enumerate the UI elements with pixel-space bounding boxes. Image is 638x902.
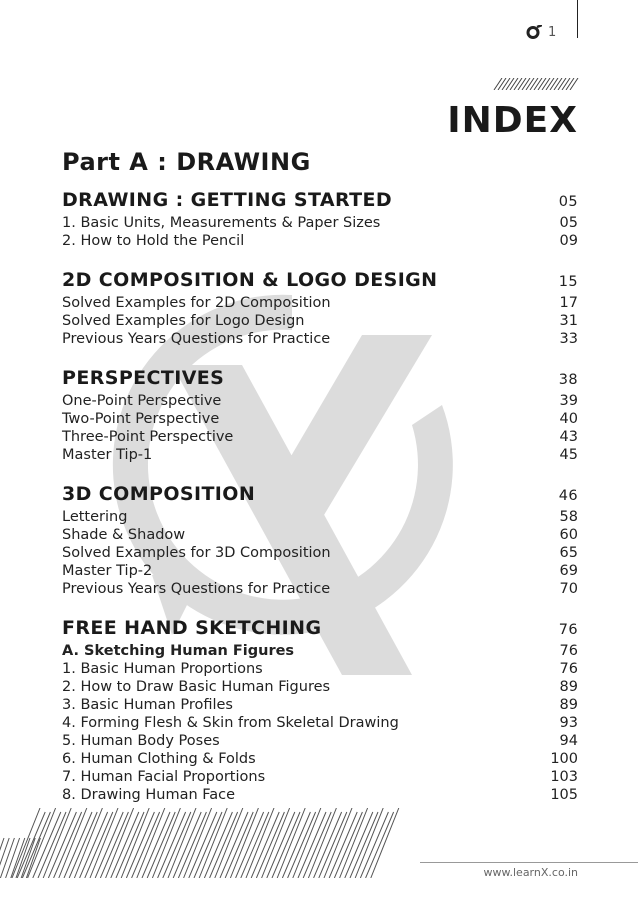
section-heading[interactable]: [62, 616, 578, 642]
toc-entry-page: 60: [559, 527, 578, 543]
toc-entry-label: Shade & Shadow: [62, 527, 186, 543]
toc-section: [62, 616, 578, 804]
toc-entry-page: 100: [550, 751, 578, 767]
section-heading-page: 46: [558, 488, 578, 504]
section-heading[interactable]: [62, 482, 578, 508]
toc-section: [62, 268, 578, 348]
toc-entry-page: 09: [559, 233, 578, 249]
toc-entry-label: 6. Human Clothing & Folds: [62, 751, 256, 767]
toc-section: [62, 366, 578, 464]
toc-entry-label: Three-Point Perspective: [62, 429, 234, 445]
toc-entry-label: 3. Basic Human Profiles: [62, 697, 233, 713]
toc-entry[interactable]: [62, 768, 578, 786]
toc-entry-label: 5. Human Body Poses: [62, 733, 220, 749]
toc-entry-page: 43: [559, 429, 578, 445]
table-of-contents: [62, 188, 578, 822]
toc-entry[interactable]: [62, 544, 578, 562]
toc-entry[interactable]: [62, 214, 578, 232]
brand-mark-icon: [526, 25, 542, 39]
toc-entry[interactable]: [62, 428, 578, 446]
toc-entry[interactable]: [62, 508, 578, 526]
toc-entry-page: 94: [559, 733, 578, 749]
toc-entry[interactable]: [62, 786, 578, 804]
section-heading-label: FREE HAND SKETCHING: [62, 617, 322, 639]
toc-entry-page: 33: [559, 331, 578, 347]
toc-entry-label: Previous Years Questions for Practice: [62, 331, 331, 347]
toc-entry-page: 93: [559, 715, 578, 731]
toc-entry-page: 17: [559, 295, 578, 311]
header-divider-line: [577, 0, 578, 38]
toc-entry-page: 89: [559, 679, 578, 695]
section-heading-page: 05: [558, 194, 578, 210]
toc-entry-page: 70: [559, 581, 578, 597]
toc-entry-page: 105: [550, 787, 578, 803]
toc-entry[interactable]: [62, 660, 578, 678]
toc-entry-page: 05: [559, 215, 578, 231]
decorative-hatch-top: [492, 78, 580, 90]
toc-entry-label: Master Tip-2: [62, 563, 153, 579]
toc-entry-label: 4. Forming Flesh & Skin from Skeletal Drawing: [62, 715, 399, 731]
toc-entry-page: 31: [559, 313, 578, 329]
toc-entry[interactable]: [62, 232, 578, 250]
toc-entry-label: 8. Drawing Human Face: [62, 787, 236, 803]
toc-entry-label: Solved Examples for 3D Composition: [62, 545, 331, 561]
page-header: [526, 22, 556, 42]
toc-entry-label: A. Sketching Human Figures: [62, 643, 295, 659]
footer-divider-line: [420, 862, 638, 863]
toc-entry[interactable]: [62, 330, 578, 348]
section-heading[interactable]: [62, 188, 578, 214]
section-heading-label: 2D COMPOSITION & LOGO DESIGN: [62, 269, 438, 291]
toc-entry-page: 39: [559, 393, 578, 409]
toc-entry-page: 89: [559, 697, 578, 713]
toc-entry-label: 7. Human Facial Proportions: [62, 769, 266, 785]
toc-entry[interactable]: [62, 392, 578, 410]
section-heading-label: DRAWING : GETTING STARTED: [62, 189, 393, 211]
toc-entry[interactable]: [62, 714, 578, 732]
toc-entry-page: 40: [559, 411, 578, 427]
index-title: INDEX: [447, 100, 578, 141]
toc-entry-label: Master Tip-1: [62, 447, 153, 463]
section-heading-page: 15: [558, 274, 578, 290]
footer-url: www.learnX.co.in: [483, 866, 578, 879]
toc-entry[interactable]: [62, 294, 578, 312]
toc-entry-page: 65: [559, 545, 578, 561]
section-heading-page: 38: [558, 372, 578, 388]
toc-entry[interactable]: [62, 312, 578, 330]
toc-entry[interactable]: [62, 410, 578, 428]
toc-entry-label: Previous Years Questions for Practice: [62, 581, 331, 597]
toc-entry[interactable]: [62, 562, 578, 580]
part-title: Part A : DRAWING: [62, 148, 311, 176]
section-heading-label: 3D COMPOSITION: [62, 483, 256, 505]
toc-entry[interactable]: [62, 526, 578, 544]
decorative-hatch-bottom: [0, 808, 420, 878]
toc-section: [62, 482, 578, 598]
section-heading[interactable]: [62, 366, 578, 392]
toc-entry-page: 58: [559, 509, 578, 525]
toc-entry-page: 69: [559, 563, 578, 579]
toc-entry[interactable]: [62, 696, 578, 714]
toc-entry-label: Two-Point Perspective: [62, 411, 220, 427]
page-number: 1: [548, 24, 557, 40]
toc-entry-label: 2. How to Draw Basic Human Figures: [62, 679, 331, 695]
toc-subheading[interactable]: [62, 642, 578, 660]
toc-entry-label: 1. Basic Units, Measurements & Paper Sizes: [62, 215, 381, 231]
toc-entry-page: 76: [559, 643, 578, 659]
toc-entry-page: 103: [550, 769, 578, 785]
toc-entry[interactable]: [62, 732, 578, 750]
toc-entry-label: 2. How to Hold the Pencil: [62, 233, 245, 249]
toc-entry[interactable]: [62, 446, 578, 464]
toc-entry-page: 76: [559, 661, 578, 677]
toc-entry-label: Solved Examples for Logo Design: [62, 313, 305, 329]
toc-entry[interactable]: [62, 678, 578, 696]
section-heading[interactable]: [62, 268, 578, 294]
toc-entry-label: 1. Basic Human Proportions: [62, 661, 263, 677]
toc-entry-label: Lettering: [62, 509, 128, 525]
toc-entry-page: 45: [559, 447, 578, 463]
toc-entry-label: Solved Examples for 2D Composition: [62, 295, 331, 311]
section-heading-page: 76: [558, 622, 578, 638]
toc-entry[interactable]: [62, 750, 578, 768]
section-heading-label: PERSPECTIVES: [62, 367, 225, 389]
toc-entry[interactable]: [62, 580, 578, 598]
toc-entry-label: One-Point Perspective: [62, 393, 222, 409]
toc-section: [62, 188, 578, 250]
